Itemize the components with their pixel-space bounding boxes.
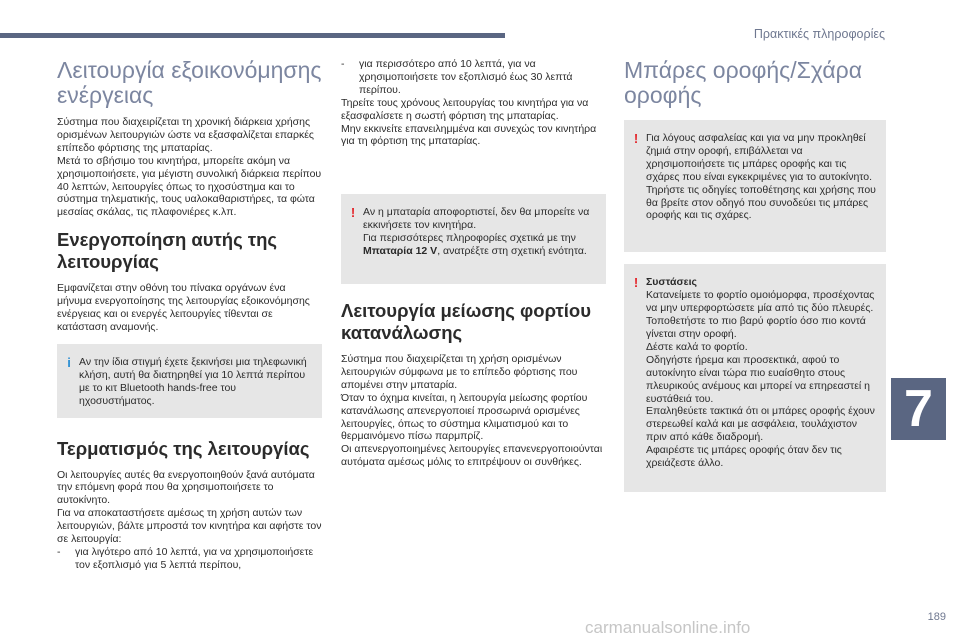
warning-box-roof-bars xyxy=(624,120,886,252)
paragraph: Σύστημα που διαχειρίζεται τη χρήση ορισμένων λειτουργιών σύμφωνα με το επίπεδο φόρτισης που απομένει στην μπαταρία. xyxy=(341,352,578,391)
warning-text: Κατανείμετε το φορτίο ομοιόμορφα, προσέχοντας να μην υπερφορτώσετε μία από τις δύο πλευρές. xyxy=(646,289,875,315)
paragraph: Σύστημα που διαχειρίζεται τη χρονική διάρκεια χρήσης ορισμένων λειτουργιών ώστε να εξασφαλίζεται επαρκές επίπεδο φόρτισης της μπαταρίας. xyxy=(57,116,314,154)
watermark: carmanualsonline.info xyxy=(585,618,751,637)
section-title-energy-saving: Λειτουργία εξοικονόμησης ενέργειας xyxy=(57,57,322,108)
section-title-activation: Ενεργοποίηση αυτής της λειτουργίας xyxy=(57,229,278,273)
paragraph: Εμφανίζεται στην οθόνη του πίνακα οργάνων ένα μήνυμα ενεργοποίησης της λειτουργίας εξοικονόμησης ενέργειας και οι ενεργές λειτουργίες τίθενται σε κατάσταση αναμονής. xyxy=(57,282,310,333)
warning-text: Τηρήστε τις οδηγίες τοποθέτησης και χρήσης που θα βρείτε στον οδηγό που συνοδεύει τις μπάρες οροφής και τις σχάρες. xyxy=(646,183,876,222)
paragraph: Μετά το σβήσιμο του κινητήρα, μπορείτε ακόμη να χρησιμοποιήσετε, για μέγιστη συνολική διάρκεια περίπου 40 λεπτών, λειτουργίες όπως το ηχοσύστημα και το σύστημα τηλεματικής, τους υαλοκαθαριστήρες, τα φώτα μεσαίας σκάλας, τις πλαφονιέρες κ.λπ. xyxy=(57,154,322,219)
info-box-text: Αν την ίδια στιγμή έχετε ξεκινήσει μια τηλεφωνική κλήση, αυτή θα διατηρηθεί για 10 λεπτά περίπου με το κιτ Bluetooth hands-free του ηχοσυστήματος. xyxy=(79,355,307,407)
header-accent-bar xyxy=(0,33,505,38)
paragraph: Οι απενεργοποιημένες λειτουργίες επανενεργοποιούνται αυτόματα αμέσως μόλις το επιτρέψουν οι συνθήκες. xyxy=(341,443,603,469)
column-2 xyxy=(341,58,606,469)
list-item: - για λιγότερο από 10 λεπτά, για να χρησιμοποιήσετε τον εξοπλισμό για 5 λεπτά περίπου, xyxy=(57,546,322,572)
bullet-list xyxy=(341,58,606,97)
paragraph: Τηρείτε τους χρόνους λειτουργίας του κινητήρα για να εξασφαλίσετε η σωστή φόρτιση της μπαταρίας. xyxy=(341,96,589,122)
warning-text: Επαληθεύετε τακτικά ότι οι μπάρες οροφής έχουν στερεωθεί καλά και με ασφάλεια, τουλάχιστον πριν από κάθε διαδρομή. xyxy=(646,405,875,444)
chapter-tab: 7 xyxy=(891,378,946,440)
info-box xyxy=(57,344,322,418)
battery-reference: Μπαταρία 12 V xyxy=(363,245,438,258)
paragraph: Όταν το όχημα κινείται, η λειτουργία μείωσης φορτίου κατανάλωσης απενεργοποιεί προσωρινά ορισμένες λειτουργίες, όπως το σύστημα κλιματισμού και το θερμαινόμενο πίσω παρμπρίζ. xyxy=(341,391,588,443)
bullet-list xyxy=(57,546,322,572)
warning-icon: ! xyxy=(633,131,639,146)
paragraph: Για να αποκαταστήσετε αμέσως τη χρήση αυτών των λειτουργιών, βάλτε μπροστά τον κινητήρα και αφήστε τον σε λειτουργία: xyxy=(57,507,322,546)
warning-icon: ! xyxy=(633,275,639,291)
info-icon: i xyxy=(67,354,71,370)
warning-text: Αν η μπαταρία αποφορτιστεί, δεν θα μπορείτε να εκκινήσετε τον κινητήρα. xyxy=(363,206,590,232)
warning-text: Οδηγήστε ήρεμα και προσεκτικά, αφού το αυτοκίνητο είναι τώρα πιο ευαίσθητο στους πλευρικούς ανέμους και μπορεί να επηρεαστεί η ευστάθειά του. xyxy=(646,353,870,405)
paragraph: Μην εκκινείτε επανειλημμένα και συνεχώς τον κινητήρα για τη φόρτιση της μπαταρίας. xyxy=(341,122,597,148)
recommendations-heading: Συστάσεις xyxy=(646,276,697,289)
page-number: 189 xyxy=(927,611,946,623)
warning-text: Δέστε καλά το φορτίο. xyxy=(646,340,748,353)
column-1 xyxy=(57,58,322,572)
warning-text: Αφαιρέστε τις μπάρες οροφής όταν δεν τις χρειάζεστε άλλο. xyxy=(646,444,842,470)
warning-text: Για λόγους ασφαλείας και για να μην προκληθεί ζημιά στην οροφή, επιβάλλεται να χρησιμοποιήσετε τις μπάρες οροφής και τις σχάρες που είναι εγκεκριμένες για το αυτοκίνητο. xyxy=(646,132,873,183)
section-title-roof-bars: Μπάρες οροφής/Σχάρα οροφής xyxy=(624,57,863,108)
warning-text: Για περισσότερες πληροφορίες σχετικά με την Μπαταρία 12 V, ανατρέξτε στη σχετική ενότητα. xyxy=(363,232,587,258)
column-3 xyxy=(624,58,886,492)
warning-box-recommendations xyxy=(624,264,886,492)
section-title-load-reduction: Λειτουργία μείωσης φορτίου κατανάλωσης xyxy=(341,299,591,343)
paragraph: Οι λειτουργίες αυτές θα ενεργοποιηθούν ξανά αυτόματα την επόμενη φορά που θα χρησιμοποιήσετε το αυτοκίνητο. xyxy=(57,468,315,507)
warning-box-battery xyxy=(341,194,606,284)
warning-icon: ! xyxy=(350,205,356,221)
warning-text: Τοποθετήστε το πιο βαρύ φορτίο όσο πιο κοντά γίνεται στην οροφή. xyxy=(646,315,866,340)
running-header: Πρακτικές πληροφορίες xyxy=(753,27,885,41)
section-title-termination: Τερματισμός της λειτουργίας xyxy=(57,437,310,459)
list-item: - για περισσότερο από 10 λεπτά, για να χρησιμοποιήσετε τον εξοπλισμό έως 30 λεπτά περίπου. xyxy=(341,58,606,97)
